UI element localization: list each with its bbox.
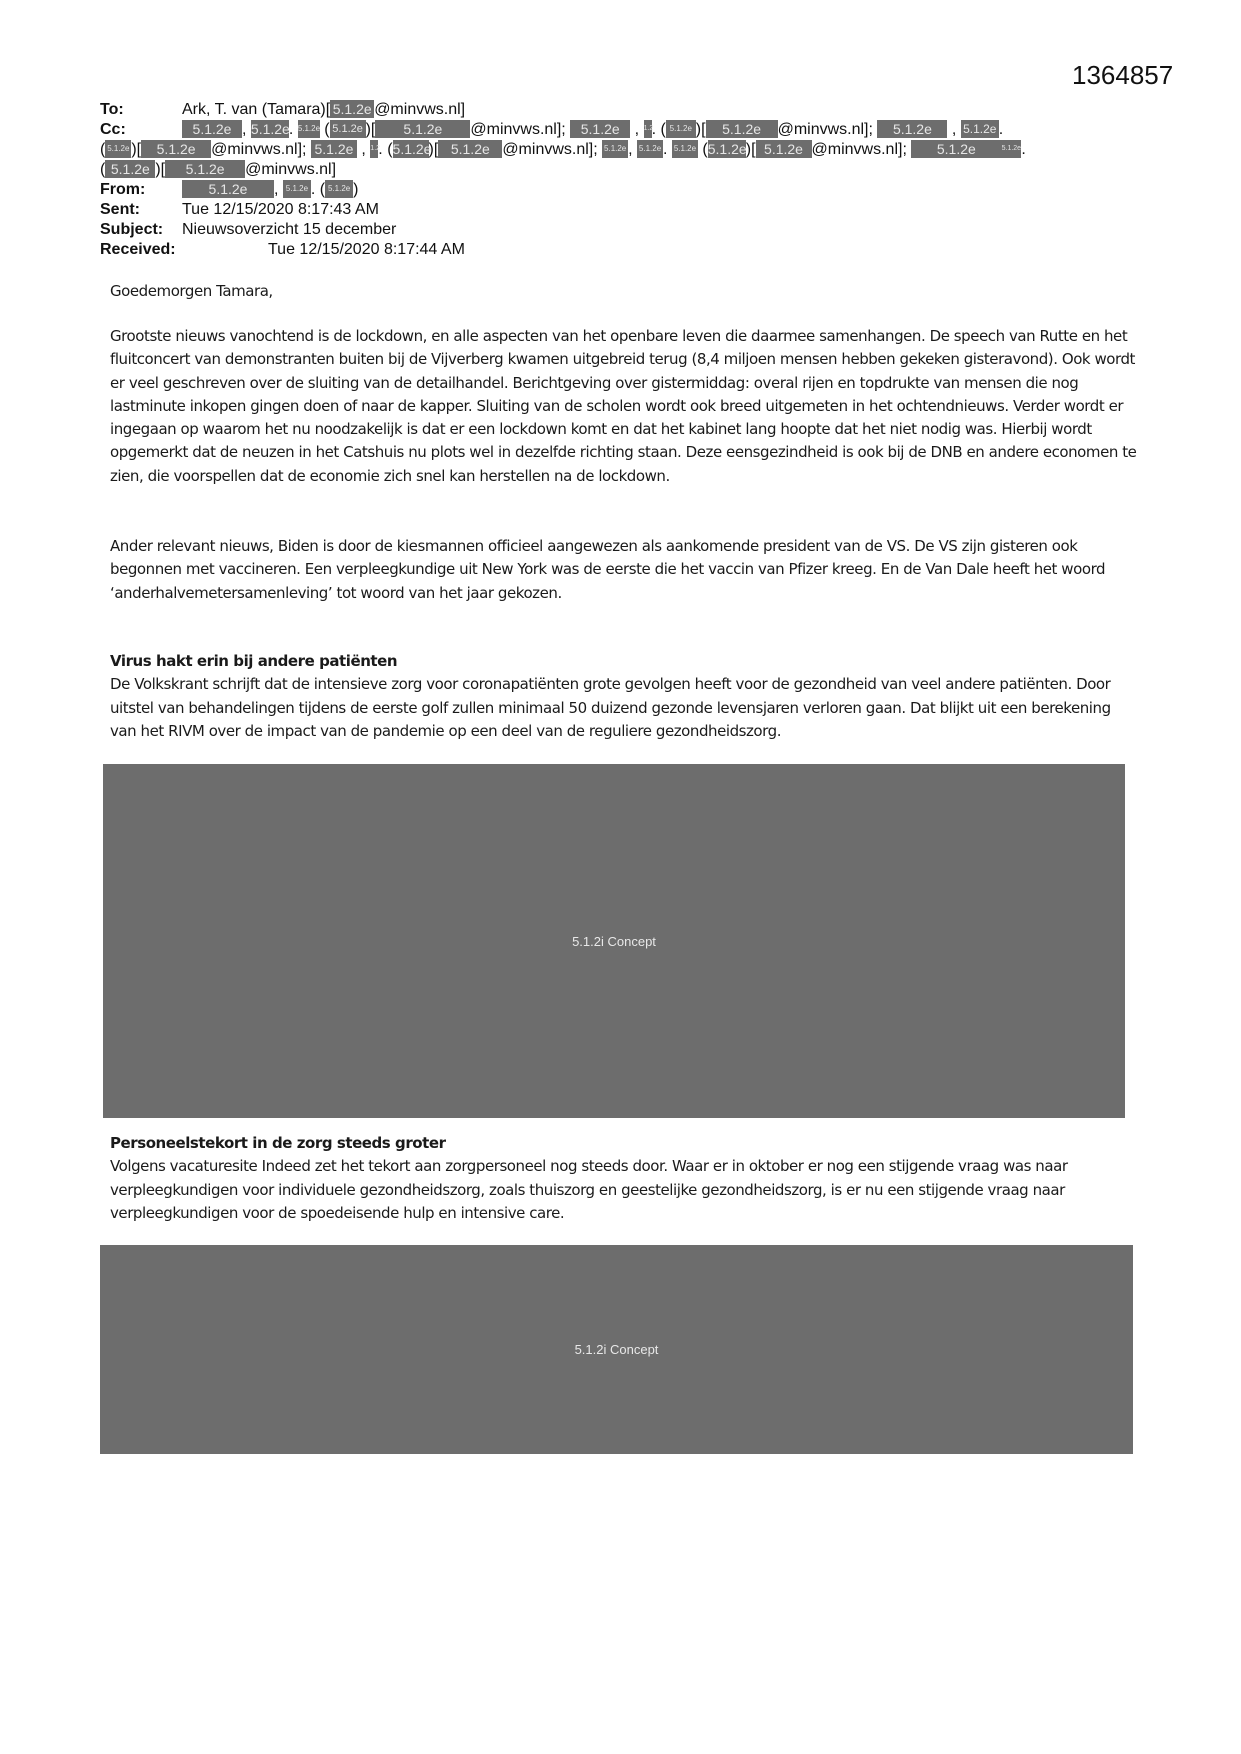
separator: ( xyxy=(324,121,330,138)
redaction-label: 5.1.2i Concept xyxy=(572,933,656,949)
redaction-tag: 5.1.2e xyxy=(182,180,274,198)
redaction-tag: 5.1.2e xyxy=(250,120,290,137)
separator: ( xyxy=(100,161,106,178)
separator: . xyxy=(663,141,668,158)
separator: ) xyxy=(353,181,359,198)
redaction-tag: 5.1.2e xyxy=(666,120,696,138)
redaction-tag: 5.1.2e xyxy=(438,140,502,158)
document-number: 1364857 xyxy=(1072,60,1174,90)
redaction-tag: 5.1.2e xyxy=(637,140,663,158)
redaction-tag: 5.1.2e xyxy=(325,180,353,198)
separator: ( xyxy=(660,121,666,138)
redaction-tag: 5.1.2e xyxy=(330,100,374,118)
separator: )[ xyxy=(745,141,756,158)
redaction-tag: 1.2 xyxy=(644,120,652,138)
separator: . xyxy=(651,121,657,138)
to-name: Ark, T. van (Tamara)[ xyxy=(182,101,331,118)
separator: )[ xyxy=(365,121,376,138)
paragraph-text: Ander relevant nieuws, Biden is door de kiesmannen officieel aangewezen als aankomende president van de VS. De VS zijn gisteren ook begonnen met vaccineren. Een verpleegkundige uit New York was de eerste die het vaccin van Pfizer kreeg. En de Van Dale heeft het woord ‘anderhalvemetersamenleving’ tot woord van het jaar gekozen. xyxy=(110,537,1106,602)
separator: , xyxy=(361,141,366,158)
separator: ( xyxy=(702,141,708,158)
redaction-tag: 5.1.2e xyxy=(375,120,470,138)
redaction-label: 5.1.2i Concept xyxy=(574,1342,659,1357)
redaction-tag: 5.1.2e xyxy=(182,120,242,138)
redaction-tag: 5.1.2e xyxy=(330,120,366,138)
sent-value: Tue 12/15/2020 8:17:43 AM xyxy=(182,201,379,218)
separator: . xyxy=(998,121,1004,138)
separator: . xyxy=(1021,141,1026,158)
redaction-tag: 5.1.2e xyxy=(105,160,155,178)
redaction-tag: 5.1.2e xyxy=(707,140,747,157)
redaction-tag: 5.1.2e xyxy=(311,140,357,158)
redacted-image-block xyxy=(100,1245,1133,1454)
redaction-tag: 5.1.2e xyxy=(283,180,311,198)
to-domain: @minvws.nl] xyxy=(374,101,466,118)
paragraph-2 xyxy=(110,535,1140,605)
redaction-tag: 1.2 xyxy=(370,140,378,158)
received-row xyxy=(100,240,1150,260)
paragraph-text: Grootste nieuws vanochtend is de lockdown, en alle aspecten van het openbare leven die daarmee samenhangen. De speech van Rutte en het fluitconcert van demonstranten buiten bij de Vijverberg kwamen uitgebreid terug (8,4 miljoen mensen hebben gekeken gisteravond). Ook wordt er veel geschreven over de sluiting van de detailhandel. Berichtgeving over gistermiddag: overal rijen en topdrukte van mensen die nog lastminute inkopen gingen doen of naar de kapper. Sluiting van de scholen wordt ook breed uitgemeten in het ochtendnieuws. Verder wordt er ingegaan op waarom het nu noodzakelijk is dat er een lockdown komt en dat het kabinet lang hoopte dat het niet nodig was. Hierbij wordt opgemerkt dat de neuzen in het Catshuis nu plots wel in dezelfde richting staan. Deze eensgezindheid is ook bij de DNB en andere economen te zien, die voorspellen dat de economie zich snel kan herstellen na de lockdown. xyxy=(110,327,1137,485)
separator: . xyxy=(378,141,383,158)
separator: , xyxy=(242,121,247,138)
received-label: Received: xyxy=(100,241,176,258)
redaction-tag: 5.1.2e xyxy=(706,120,778,138)
paragraph-1 xyxy=(110,325,1140,488)
redaction-tag: 5.1.2e xyxy=(1001,140,1021,158)
section-title: Virus hakt erin bij andere patiënten xyxy=(110,652,398,670)
cc-label: Cc: xyxy=(100,121,126,138)
separator: . ( xyxy=(310,181,326,198)
redaction-tag: 5.1.2e xyxy=(298,120,320,138)
to-label: To: xyxy=(100,101,124,118)
section-title: Personeelstekort in de zorg steeds groter xyxy=(110,1134,446,1152)
separator: )[ xyxy=(695,121,706,138)
received-value: Tue 12/15/2020 8:17:44 AM xyxy=(268,241,465,258)
subject-label: Subject: xyxy=(100,221,164,238)
email-header xyxy=(100,100,1150,260)
subject-value: Nieuwsoverzicht 15 december xyxy=(182,221,397,238)
separator: . xyxy=(288,121,294,138)
cc-row-2 xyxy=(100,140,1150,160)
section-text: Volgens vacaturesite Indeed zet het tekort aan zorgpersoneel nog steeds door. Waar er in oktober er nog een stijgende vraag was naar verpleegkundigen voor individuele gezondheidszorg, zoals thuiszorg en geestelijke gezondheidszorg, is er nu een stijgende vraag naar verpleegkundigen voor de spoedeisende hulp en intensive care. xyxy=(110,1157,1068,1222)
cc-domain: @minvws.nl]; xyxy=(211,141,307,158)
separator: )[ xyxy=(428,141,439,158)
separator: ( xyxy=(100,141,106,158)
news-section-1 xyxy=(110,650,1140,743)
to-row xyxy=(100,100,1150,120)
separator: , xyxy=(951,121,957,138)
redaction-tag: 5.1.2e xyxy=(877,120,947,138)
redaction-tag: 5.1.2e xyxy=(141,140,211,158)
redaction-tag: 5.1.2e xyxy=(672,140,698,158)
redaction-tag: 5.1.2e xyxy=(165,160,245,178)
separator: , xyxy=(634,121,640,138)
redaction-tag: 5.1.2e xyxy=(961,120,999,138)
redaction-tag: 5.1.2e xyxy=(105,140,131,158)
cc-domain: @minvws.nl]; xyxy=(470,121,566,138)
section-text: De Volkskrant schrijft dat de intensieve zorg voor coronapatiënten grote gevolgen heeft voor de gezondheid van veel andere patiënten. Door uitstel van behandelingen tijdens de eerste golf zullen minimaal 50 duizend gezonde levensjaren verloren gaan. Dat blijkt uit een berekening van het RIVM over de impact van de pandemie op een deel van de reguliere gezondheidszorg. xyxy=(110,675,1111,740)
redaction-tag: 5.1.2e xyxy=(392,140,432,157)
cc-domain: @minvws.nl]; xyxy=(502,141,598,158)
from-label: From: xyxy=(100,181,146,198)
subject-row xyxy=(100,220,1150,240)
separator: )[ xyxy=(155,161,166,178)
sent-row xyxy=(100,200,1150,220)
separator: ( xyxy=(387,141,393,158)
greeting xyxy=(110,280,1140,303)
cc-domain: @minvws.nl] xyxy=(245,161,337,178)
greeting-text: Goedemorgen Tamara, xyxy=(110,282,273,300)
redaction-tag: 5.1.2e xyxy=(756,140,812,158)
from-row xyxy=(100,180,1150,200)
separator: )[ xyxy=(131,141,142,158)
redaction-tag: 5.1.2e xyxy=(911,140,1001,158)
cc-domain: @minvws.nl]; xyxy=(811,141,907,158)
sent-label: Sent: xyxy=(100,201,140,218)
redacted-image-block xyxy=(103,764,1125,1118)
separator: , xyxy=(274,181,279,198)
news-section-2 xyxy=(110,1132,1140,1225)
redaction-tag: 5.1.2e xyxy=(602,140,628,158)
separator: , xyxy=(628,141,633,158)
cc-domain: @minvws.nl]; xyxy=(777,121,873,138)
cc-row-1 xyxy=(100,120,1150,140)
redaction-tag: 5.1.2e xyxy=(570,120,630,138)
cc-row-3 xyxy=(100,160,1150,180)
